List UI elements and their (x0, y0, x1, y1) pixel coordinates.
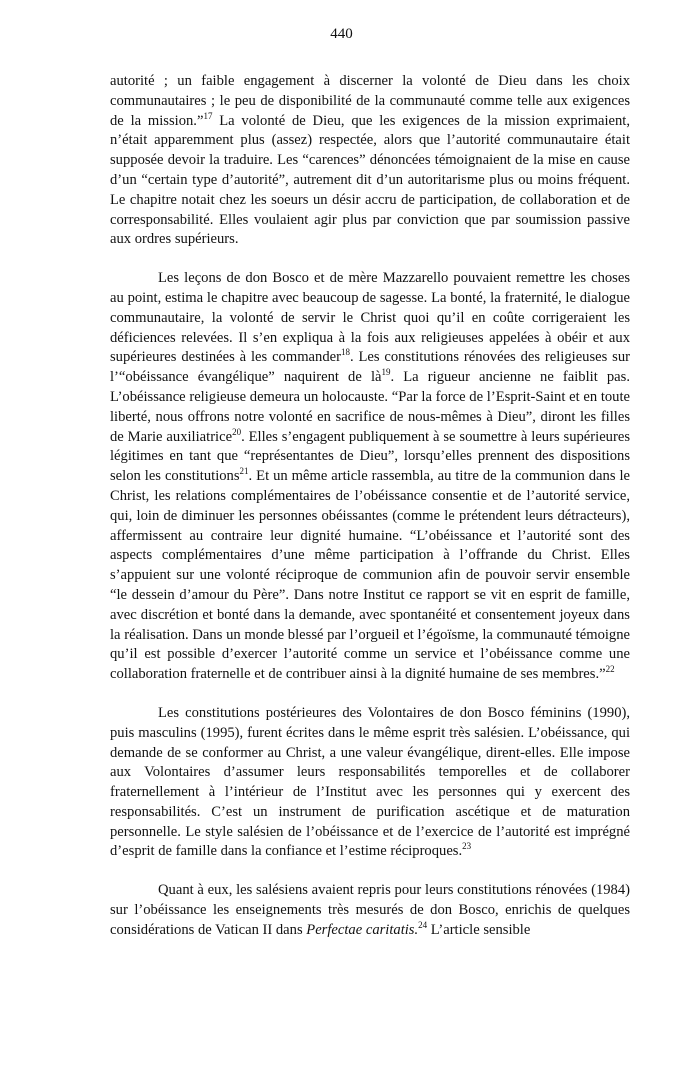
paragraph (110, 881, 630, 940)
footnote-ref: 17 (203, 110, 213, 121)
text-run: . La rigueur ancienne ne faiblit pas. L’obéissance religieuse demeura un holocauste. “Par la force de l’Esprit-Saint et en toute liberté, nous offrons notre volonté en sacrifice de nous-mêmes à Dieu”, diront les filles de Marie auxiliatrice (110, 369, 630, 445)
paragraph (110, 704, 630, 862)
paragraph (110, 72, 630, 250)
text-run: Les leçons de don Bosco et de mère Mazzarello pouvaient remettre les choses au point, estima le chapitre avec beaucoup de sagesse. La bonté, la fraternité, le dialogue communautaire, la volonté de servir le Christ quoi qu’il en coûte corrigeraient les déficiences relevées. Il s’en expliqua à la fois aux religieuses appelées à obéir et aux supérieures destinées à les commander (110, 270, 630, 366)
footnote-ref: 20 (232, 426, 242, 437)
text-run: . Elles s’engagent publiquement à se soumettre à leurs supérieures légitimes en tant que “représentantes de Dieu”, lorsqu’elles prennent des dispositions selon les constitutions (110, 428, 630, 485)
paragraph (110, 269, 630, 685)
footnote-ref: 22 (605, 664, 615, 675)
text-run: autorité ; un faible engagement à discerner la volonté de Dieu dans les choix communautaires ; le peu de disponibilité de la communauté comme telle aux exigences de la mission.” (110, 73, 630, 129)
footnote-ref: 23 (462, 841, 472, 852)
footnote-ref: 24 (418, 920, 428, 931)
text-run: . Les constitutions rénovées des religieuses sur l’“obéissance évangélique” naquirent de là (110, 349, 630, 386)
page-number: 440 (330, 26, 353, 42)
text-run: La volonté de Dieu, que les exigences de la mission exprimaient, n’était apparemment plus (assez) respectée, alors que l’autorité communautaire était supposée devoir la traduire. Les “carences” dénoncées témoignaient de la mise en cause d’un “certain type d’autorité”, autrement dit d’un autoritarisme plus ou moins fréquent. Le chapitre notait chez les soeurs un désir accru de participation, de collaboration et de corresponsabilité. Elles voulaient agir plus par conviction que par soumission passive aux ordres supérieurs. (110, 112, 630, 248)
text-run: Quant à eux, les salésiens avaient repris pour leurs constitutions rénovées (1984) sur l’obéissance les enseignements très mesurés de don Bosco, enrichis de quelques considérations de Vatican II dans (110, 882, 630, 938)
footnote-ref: 18 (340, 347, 350, 358)
text-run: Les constitutions postérieures des Volontaires de don Bosco féminins (1990), puis masculins (1995), furent écrites dans le même esprit très salésien. L’obéissance, qui demande de se conformer au Christ, a une valeur évangélique, dirent-elles. Elle impose aux Volontaires d’assumer leurs responsabilités temporelles et de collaborer fraternellement à l’intérieur de l’Institut avec les personnes qui y exercent des responsabilités. C’est un instrument de purification ascétique et de maturation personnelle. Le style salésien de l’obéissance et de l’exercice de l’autorité est imprégné d’esprit de famille dans la confiance et l’estime réciproques. (110, 704, 630, 860)
italic-text: Perfectae caritatis. (306, 921, 419, 938)
text-run: L’article sensible (427, 921, 531, 938)
footnote-ref: 21 (239, 466, 249, 477)
body-text (110, 72, 630, 960)
footnote-ref: 19 (381, 367, 391, 378)
text-run: . Et un même article rassembla, au titre de la communion dans le Christ, les relations complémentaires de l’obéissance consentie et de l’autorité service, qui, loin de diminuer les personnes obéissantes (comme le prétendent leurs détracteurs), affermissent au contraire leur dignité humaine. “L’obéissance et l’autorité sont des aspects complémentaires d’une même participation à l’offrande du Christ. Elles s’appuient sur une volonté réciproque de communion afin de pouvoir servir ensemble “le dessein d’amour du Père”. Dans notre Institut ce rapport se vit en esprit de famille, avec discrétion et bonté dans la demande, avec spontanéité et consentement joyeux dans la réalisation. Dans un monde blessé par l’orgueil et l’égoïsme, la communauté témoigne qu’il est possible d’exercer l’autorité comme un service et l’obéissance comme une collaboration fraternelle et de contribuer ainsi à la dignité humaine de ses membres.” (110, 468, 630, 683)
